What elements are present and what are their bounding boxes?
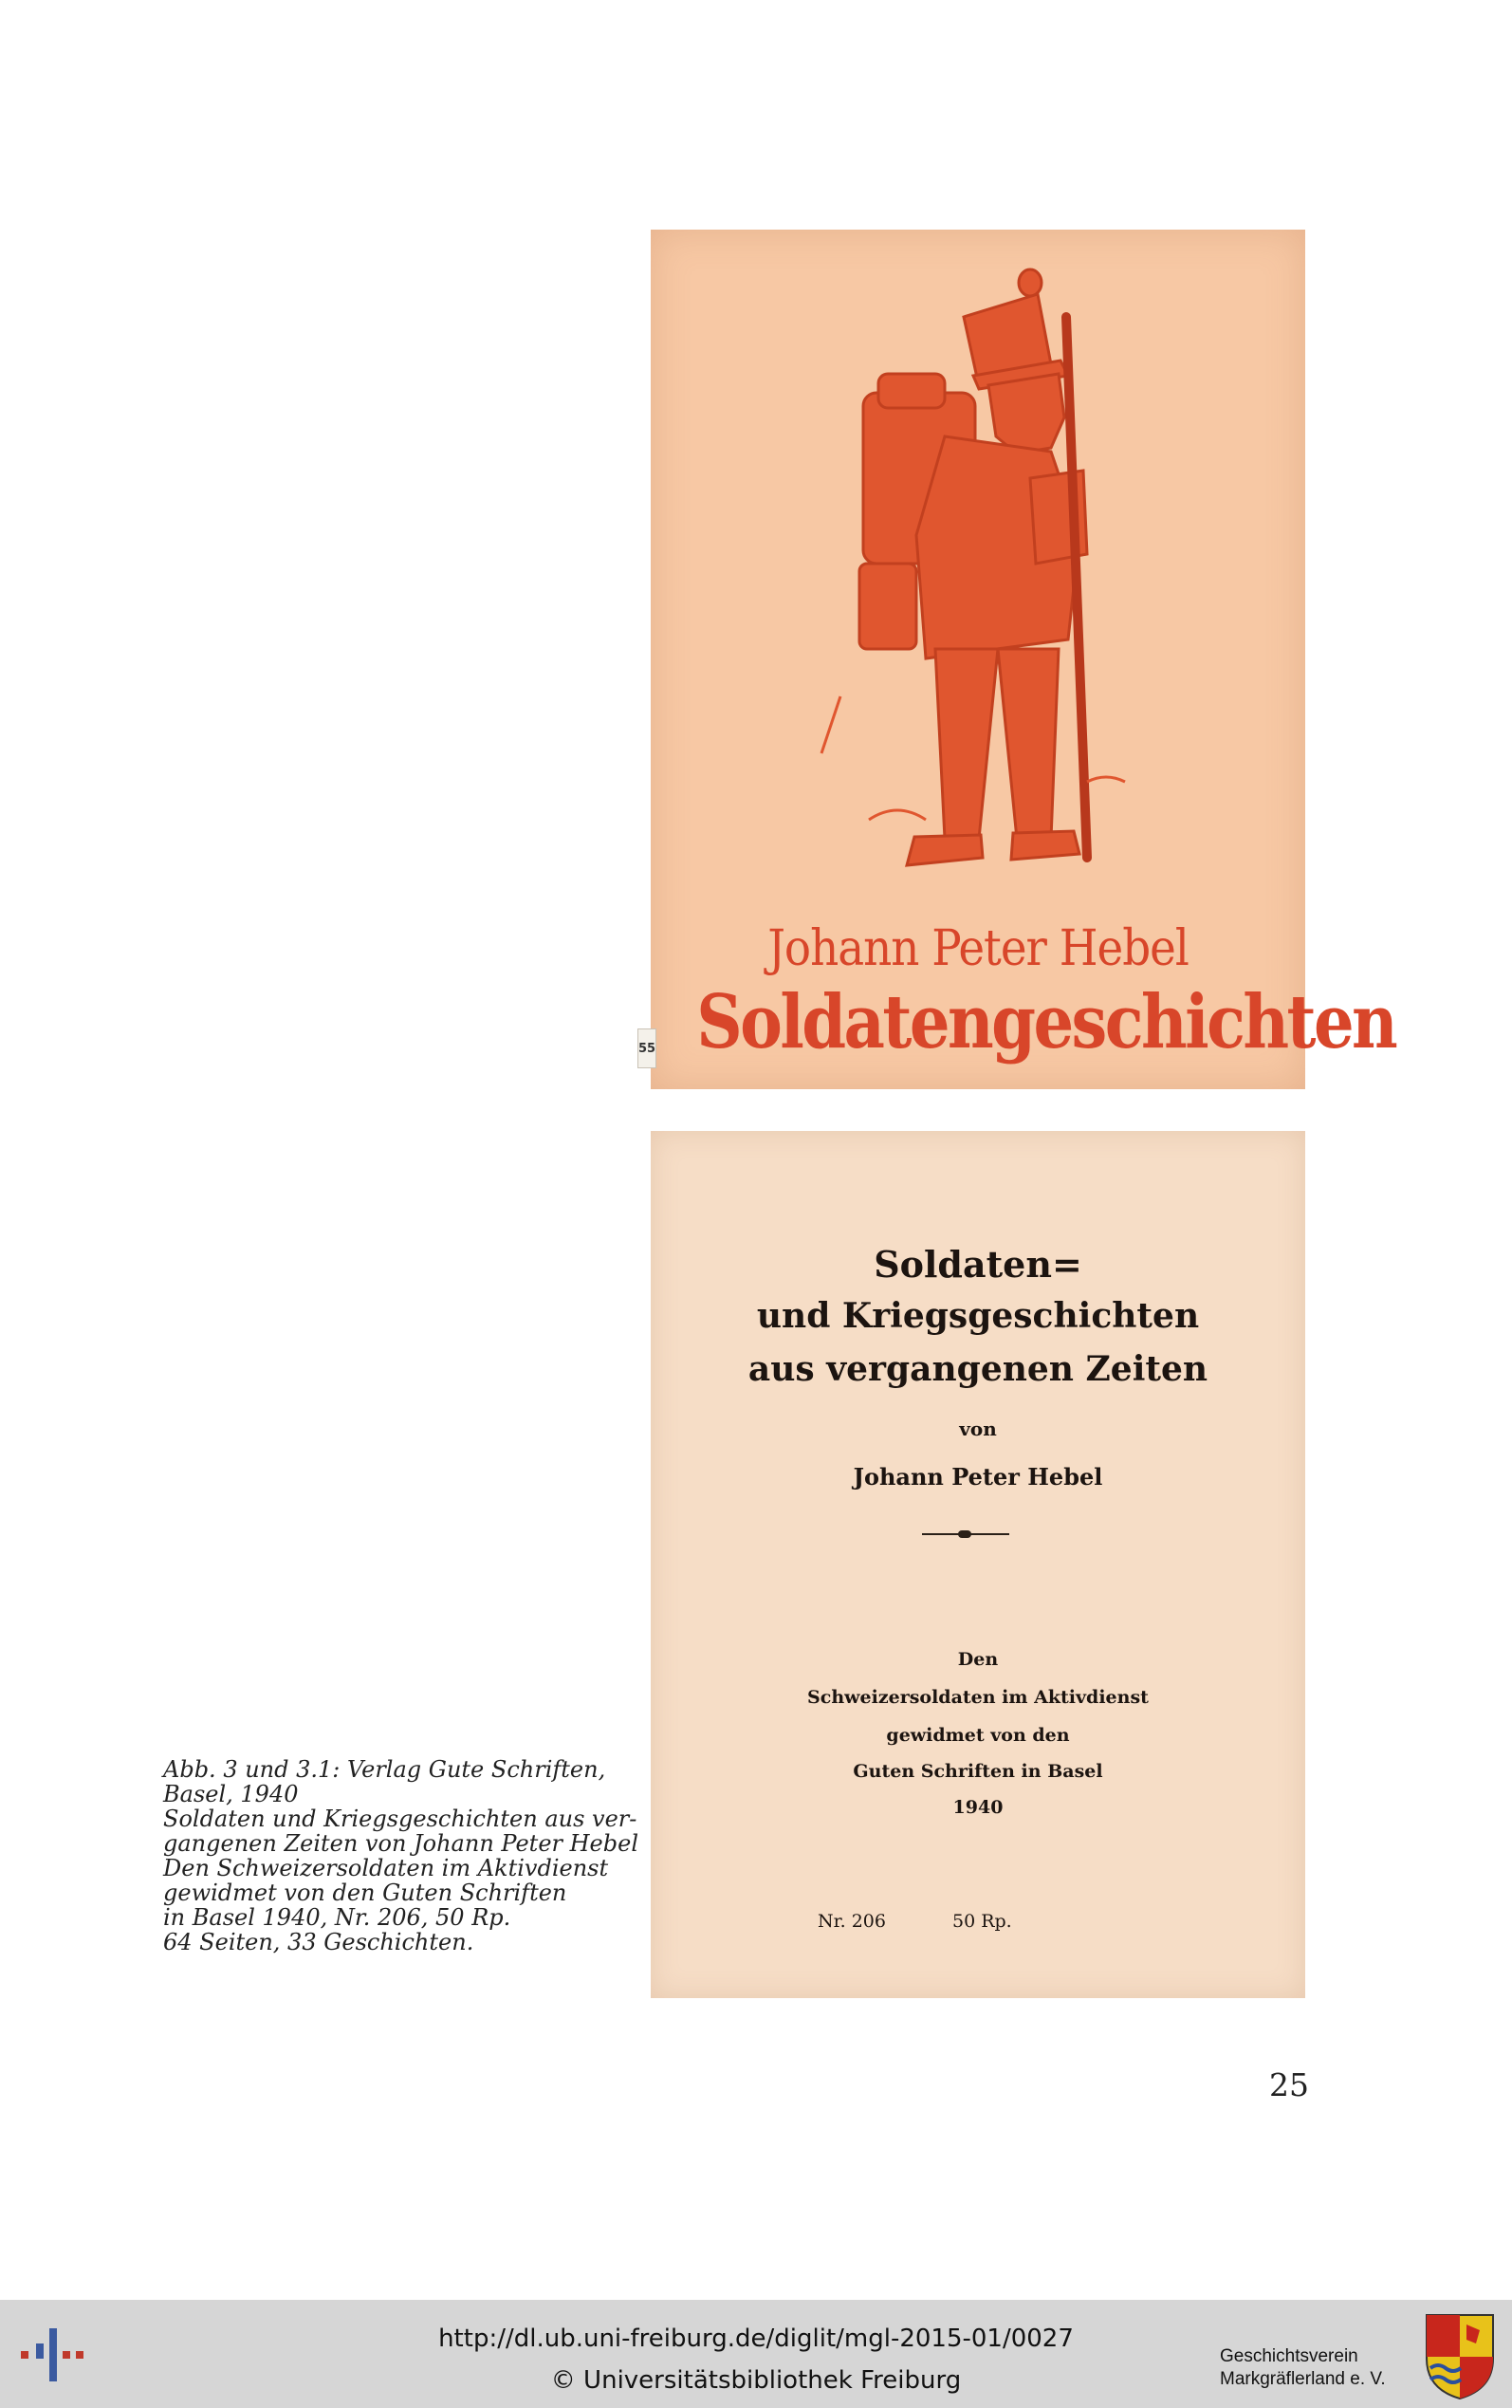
title-author: Johann Peter Hebel (853, 1463, 1103, 1491)
society-line-2: Markgräflerland e. V. (1220, 2369, 1386, 2389)
title-von: von (959, 1417, 997, 1440)
title-line-3: aus vergangenen Zeiten (747, 1349, 1208, 1389)
caption-line: Soldaten und Kriegsgeschichten aus ver- (163, 1806, 637, 1832)
title-line-2: und Kriegsgeschichten (756, 1296, 1200, 1336)
caption-line: Den Schweizersoldaten im Aktivdienst (163, 1855, 609, 1881)
footer-bar (0, 2300, 1512, 2408)
caption-line: Abb. 3 und 3.1: Verlag Gute Schriften, (163, 1756, 606, 1783)
source-url-link[interactable]: http://dl.ub.uni-freiburg.de/diglit/mgl-2015-01/0027 (438, 2325, 1074, 2353)
society-name (1220, 2345, 1386, 2391)
caption-line: in Basel 1940, Nr. 206, 50 Rp. (163, 1904, 511, 1931)
title-line-1: Soldaten= (874, 1243, 1082, 1286)
cover-title: Soldatengeschichten (696, 979, 1396, 1065)
figure-caption (163, 1756, 638, 1955)
shelf-tag: 55 (637, 1028, 656, 1068)
title-page-image (651, 1131, 1305, 1998)
caption-line: Basel, 1940 (163, 1781, 299, 1807)
dedication-line: gewidmet von den (886, 1725, 1070, 1746)
ornament-divider (922, 1533, 1009, 1535)
soldier-illustration (802, 250, 1163, 905)
book-cover-image (637, 230, 1396, 1089)
page-number: 25 (1269, 2066, 1309, 2103)
coat-of-arms-icon (1423, 2311, 1497, 2400)
caption-line: 64 Seiten, 33 Geschichten. (163, 1929, 474, 1955)
caption-line: gangenen Zeiten von Johann Peter Hebel (163, 1830, 638, 1857)
caption-line: gewidmet von den Guten Schriften (163, 1880, 567, 1906)
dedication-line: Schweizersoldaten im Aktivdienst (807, 1687, 1149, 1708)
dedication-year: 1940 (952, 1797, 1004, 1818)
price: 50 Rp. (952, 1911, 1012, 1932)
series-number: Nr. 206 (818, 1911, 886, 1932)
society-line-1: Geschichtsverein (1220, 2346, 1358, 2366)
dedication-line: Guten Schriften in Basel (853, 1761, 1103, 1782)
copyright-text: © Universitätsbibliothek Freiburg (550, 2366, 962, 2395)
dedication-line: Den (957, 1649, 999, 1670)
cover-author: Johann Peter Hebel (767, 920, 1189, 977)
